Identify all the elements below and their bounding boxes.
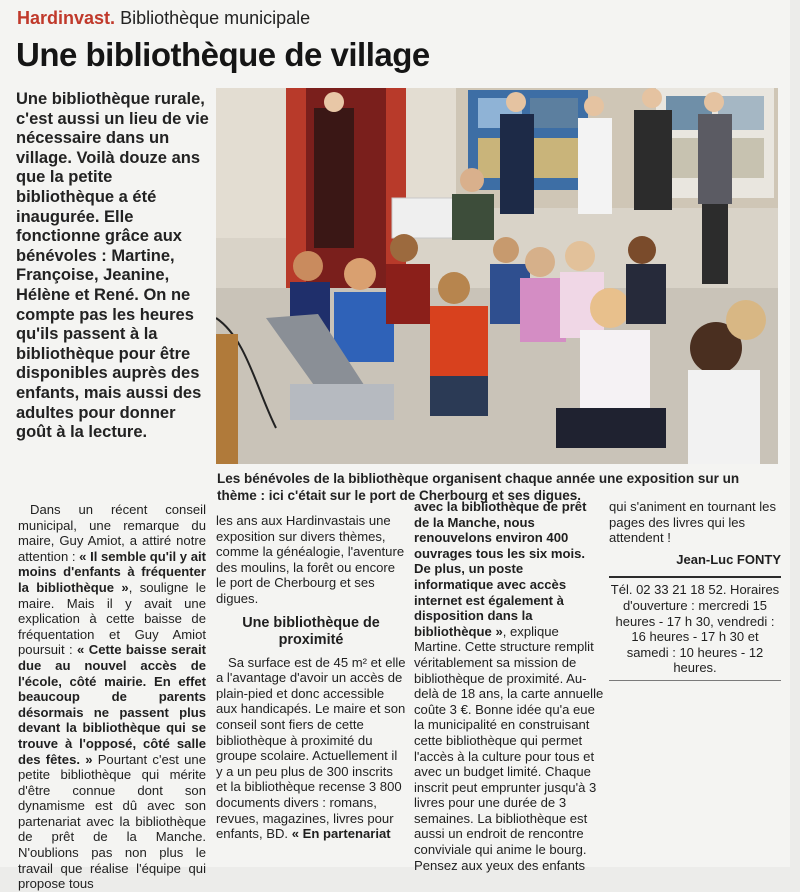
- col3-text-1: , explique Martine. Cette structure remplit véritablement sa mission de bibliothèque de proximité. Au-delà de 18 ans, la carte annuelle coûte 3 €. Bonne idée qu'a eue la municipalité en construisant cette bibliothèque qui permet l'accès à la culture pour tous et avec un budget limité. Chaque inscrit peut emprunter jusqu'à 3 livres pour une durée de 3 semaines. La bibliothèque est aussi un endroit de rencontre conviviale qui anime le bourg. Pensez aux yeux des enfants: [414, 623, 604, 873]
- info-text: Tél. 02 33 21 18 52. Horaires d'ouverture : mercredi 15 heures - 17 h 30, vendredi : 16 heures - 17 h 30 et samedi : 10 heures - 12 heures.: [610, 582, 780, 676]
- photo-illustration: [216, 88, 778, 464]
- col1-quote-1: « Il semble qu'il y ait moins d'enfants à fréquenter la bibliothèque »: [18, 548, 206, 595]
- col1-text-1: Dans un récent conseil municipal, une remarque du maire, Guy Amiot, a attiré notre attention :: [18, 502, 206, 564]
- kicker-place: Hardinvast.: [17, 8, 116, 28]
- article-photo: [216, 88, 778, 464]
- headline: Une bibliothèque de village: [16, 36, 430, 73]
- col2-quote-1: « En partenariat: [291, 826, 391, 842]
- subheading: Une bibliothèque de proximité: [242, 614, 380, 648]
- article-column-2: [216, 513, 406, 842]
- col2-text-1: les ans aux Hardinvastais une exposition sur divers thèmes, comme la généalogie, l'aventure des moulins, la forêt ou encore le port de Cherbourg et ses digues.: [216, 513, 405, 606]
- photo-caption: Les bénévoles de la bibliothèque organisent chaque année une exposition sur un thème : ici c'était sur le port de Cherbourg et ses digues.: [217, 471, 740, 503]
- info-box: [609, 576, 781, 681]
- col1-text-3: Pourtant c'est une petite bibliothèque qui mérite d'être connue dont son dynamisme est dû avec son partenariat avec la bibliothèque de prêt de la Manche. N'oublions pas non plus le travail que réalise l'équipe qui propose tous: [18, 751, 206, 892]
- lead-paragraph: Une bibliothèque rurale, c'est aussi un lieu de vie nécessaire dans un village. Voilà douze ans que la petite bibliothèque a été inaugurée. Elle fonctionne grâce aux bénévoles : Martine, Françoise, Jeanine, Hélène et René. On ne compte pas les heures qu'ils passent à la bibliothèque pour être disponibles auprès des enfants, mais aussi des adultes pour donner goût à la lecture.: [16, 90, 209, 442]
- article-column-1: [18, 502, 206, 892]
- col4-text-1: qui s'animent en tournant les pages des livres qui les attendent !: [609, 499, 777, 546]
- article-column-4: [609, 499, 781, 681]
- col1-text-2: , souligne le maire. Mais il y avait une explication à cette baisse de fréquentation et Guy Amiot poursuit :: [18, 579, 206, 658]
- kicker-topic: Bibliothèque municipale: [120, 8, 311, 28]
- col1-quote-2: « Cette baisse serait due au nouvel accès de l'école, côté mairie. En effet beaucoup de parents désormais ne passent plus devant la bibliothèque qui se trouve à l'opposé, côté salle des fêtes. »: [18, 642, 206, 767]
- col3-quote-1: avec la bibliothèque de prêt de la Manche, nous renouvelons environ 400 ouvrages tous les six mois. De plus, un poste informatique avec accès internet est également à disposition dans la bibliothèque »: [414, 499, 587, 639]
- article-column-3: [414, 499, 604, 873]
- col2-text-2: Sa surface est de 45 m² et elle a l'avantage d'avoir un accès de plain-pied et donc accessible aux handicapés. Le maire et son conseil sont fiers de cette bibliothèque à proximité du groupe scolaire. Actuellement il y a un peu plus de 300 inscrits et la bibliothèque recense 3 800 documents divers : romans, revues, magazines, livres pour enfants, BD.: [216, 654, 406, 842]
- byline: Jean-Luc FONTY: [676, 551, 781, 567]
- kicker: [17, 8, 310, 29]
